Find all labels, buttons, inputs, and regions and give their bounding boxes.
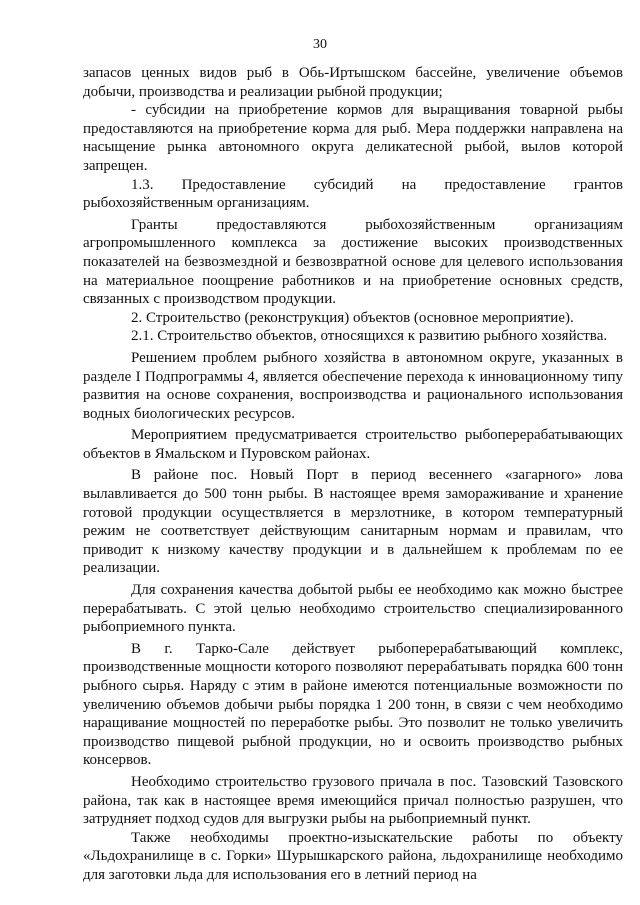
paragraph-3: 1.3. Предоставление субсидий на предоставление грантов рыбохозяйственным организациям. [83, 176, 623, 212]
paragraph-6: 2.1. Строительство объектов, относящихся к развитию рыбного хозяйства. [131, 328, 608, 345]
paragraph-2: - субсидии на приобретение кормов для выращивания товарной рыбы предоставляются на приобретение корма для рыб. Мера поддержки направлена на насыщение рынка автономного округа деликатесной рыбой, вылов которой запрещен. [83, 102, 623, 174]
paragraph-13: Также необходимы проектно-изыскательские работы по объекту «Льдохранилище в с. Горки» Шурышкарского района, льдохранилище необходимо для заготовки льда для использования его в летний период на [83, 829, 623, 883]
page-number: 30 [313, 37, 327, 52]
paragraph-7: Решением проблем рыбного хозяйства в автономном округе, указанных в разделе I Подпрограммы 4, является обеспечение перехода к инновационному типу развития на основе сохранения, воспроизводства и рационального использования водных биологических ресурсов. [83, 349, 623, 422]
paragraph-12: Необходимо строительство грузового причала в пос. Тазовский Тазовского района, так как в настоящее время имеющийся причал полностью разрушен, что затрудняет подход судов для выгрузки рыбы на рыбоприемный пункт. [83, 773, 623, 828]
paragraph-1: запасов ценных видов рыб в Обь-Иртышском бассейне, увеличение объемов добычи, производства и реализации рыбной продукции; [83, 65, 623, 100]
paragraph-10: Для сохранения качества добытой рыбы ее необходимо как можно быстрее перерабатывать. С этой целью необходимо строительство специализированного рыбоприемного пункта. [83, 582, 623, 636]
paragraph-11: В г. Тарко-Сале действует рыбоперерабатывающий комплекс, производственные мощности которого позволяют перерабатывать порядка 600 тонн рыбного сырья. Наряду с этим в районе имеются потенциальные возможности по увеличению объемов добычи рыбы порядка 1 200 тонн, в связи с чем необходимо наращивание мощностей по переработке рыбы. Это позволит не только увеличить производство пищевой рыбной продукции, но и освоить производство рыбных консервов. [83, 640, 623, 769]
document-body [83, 64, 623, 885]
paragraph-4: Гранты предоставляются рыбохозяйственным организациям агропромышленного комплекса за достижение высоких производственных показателей на безвозмездной и безвозвратной основе для целевого использования на материальное поощрение работников и на приобретение основных средств, связанных с производством продукции. [83, 216, 623, 308]
paragraph-9: В районе пос. Новый Порт в период весеннего «загарного» лова вылавливается до 500 тонн рыбы. В настоящее время замораживание и хранение готовой продукции осуществляется в мерзлотнике, в котором температурный режим не соответствует действующим санитарным нормам и правилам, что приводит к низкому качеству продукции и в дальнейшем к проблемам по ее реализации. [83, 467, 623, 577]
paragraph-8: Мероприятием предусматривается строительство рыбоперерабатывающих объектов в Ямальском и Пуровском районах. [83, 427, 623, 462]
paragraph-5: 2. Строительство (реконструкция) объектов (основное мероприятие). [131, 309, 574, 326]
